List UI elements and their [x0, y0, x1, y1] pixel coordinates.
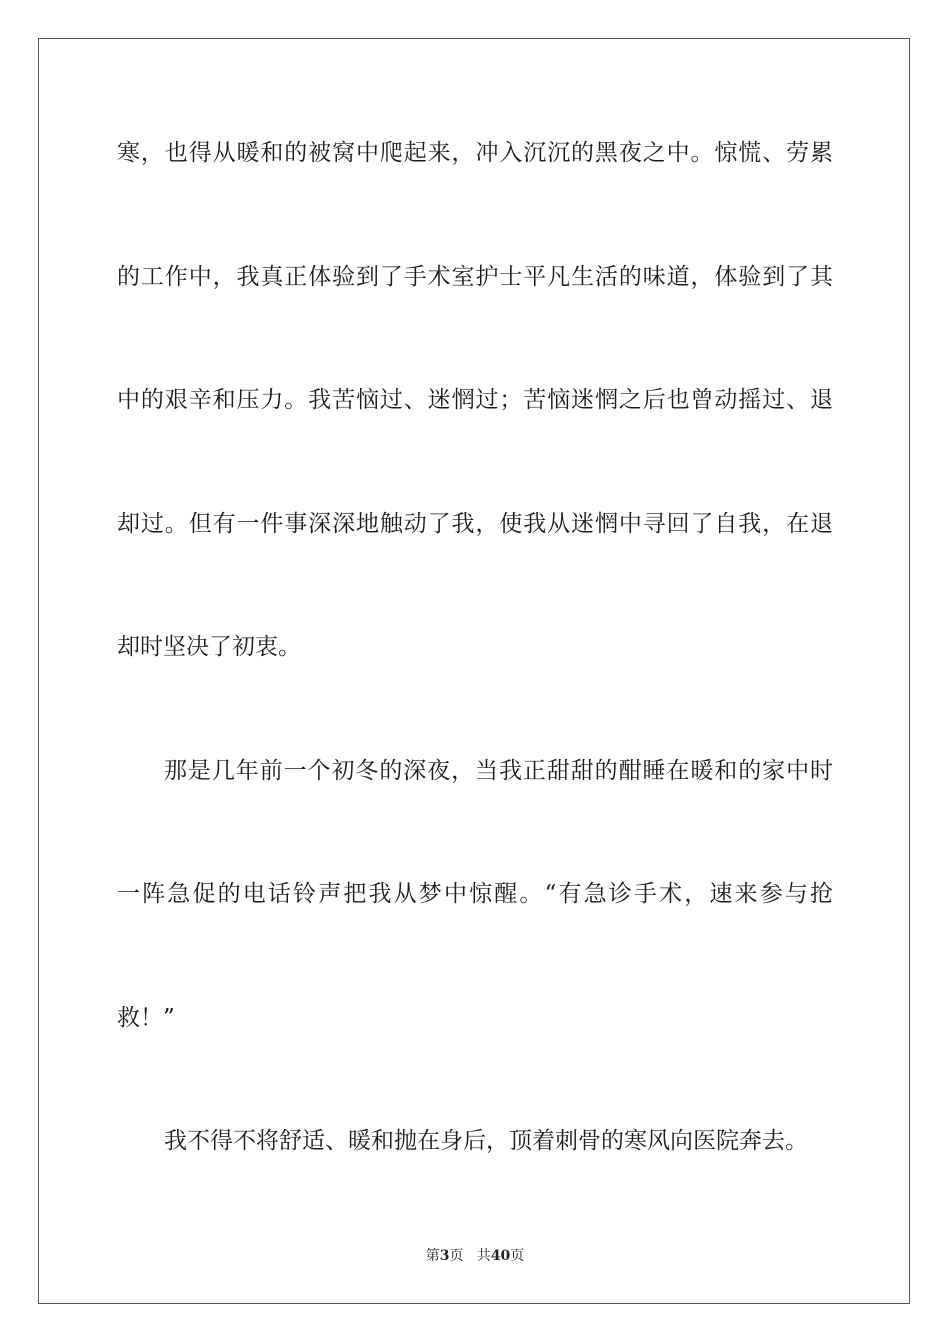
body-line-2: 的工作中，我真正体验到了手术室护士平凡生活的味道，体验到了其: [117, 264, 833, 290]
body-line-1: 寒，也得从暖和的被窝中爬起来，冲入沉沉的黑夜之中。惊慌、劳累: [117, 140, 833, 166]
body-line-8: 救！”: [117, 1005, 175, 1031]
body-line-3: 中的艰辛和压力。我苦恼过、迷惘过；苦恼迷惘之后也曾动摇过、退: [117, 387, 833, 413]
body-line-6: 那是几年前一个初冬的深夜，当我正甜甜的酣睡在暖和的家中时: [164, 758, 833, 784]
footer-total-suffix: 页: [510, 1248, 525, 1264]
page-footer: [0, 1246, 950, 1266]
body-line-5: 却时坚决了初衷。: [117, 634, 301, 660]
body-line-9: 我不得不将舒适、暖和抛在身后，顶着刺骨的寒风向医院奔去。: [164, 1128, 808, 1154]
footer-total-pages: 40: [490, 1248, 511, 1264]
footer-page-prefix: 第: [425, 1248, 440, 1264]
body-line-4: 却过。但有一件事深深地触动了我，使我从迷惘中寻回了自我，在退: [117, 511, 833, 537]
footer-page-number: 3: [439, 1248, 450, 1264]
page-frame: [38, 38, 910, 1304]
footer-total-prefix: 共: [476, 1248, 491, 1264]
body-line-7: 一阵急促的电话铃声把我从梦中惊醒。“有急诊手术，速来参与抢: [117, 881, 833, 907]
footer-page-suffix: 页: [449, 1248, 464, 1264]
